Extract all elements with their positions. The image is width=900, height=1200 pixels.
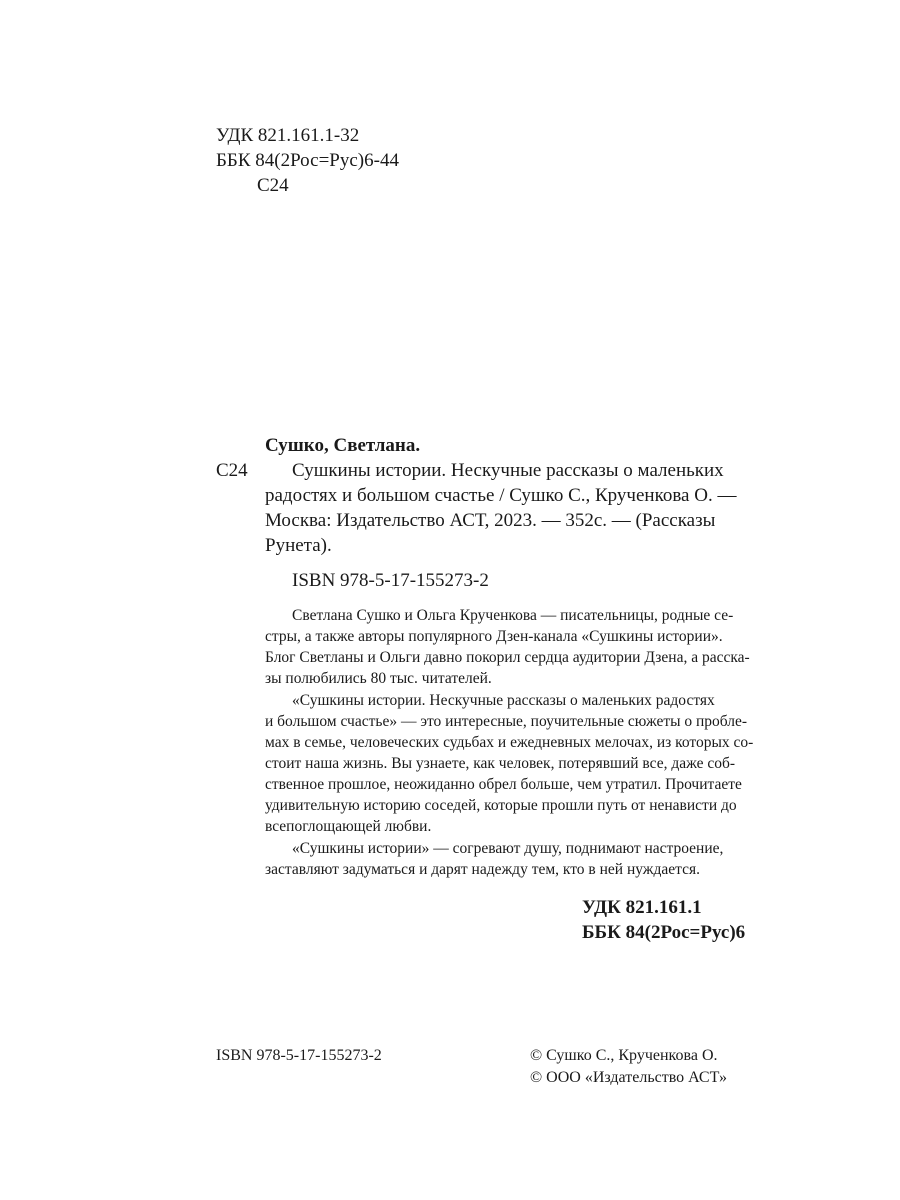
- copyright-publisher: © ООО «Издательство АСТ»: [530, 1069, 727, 1086]
- title-line-2: радостях и большом счастье / Сушко С., Крученкова О. —: [265, 485, 737, 506]
- annotation-p1-line: Светлана Сушко и Ольга Крученкова — писательницы, родные се-: [292, 607, 734, 624]
- annotation-p1-line: стры, а также авторы популярного Дзен-канала «Сушкины истории».: [265, 628, 723, 645]
- title-line-3: Москва: Издательство АСТ, 2023. — 352с. — (Рассказы: [265, 510, 716, 531]
- title-line-1: Сушкины истории. Нескучные рассказы о маленьких: [292, 460, 724, 481]
- annotation-p2-line: удивительную историю соседей, которые прошли путь от ненависти до: [265, 797, 737, 814]
- footer-isbn: ISBN 978-5-17-155273-2: [216, 1047, 382, 1064]
- bottom-udk-code: УДК 821.161.1: [582, 897, 702, 918]
- title-line-4: Рунета).: [265, 535, 332, 556]
- annotation-p2-line: стоит наша жизнь. Вы узнаете, как человек, потерявший все, даже соб-: [265, 755, 736, 772]
- annotation-p1-line: Блог Светланы и Ольги давно покорил сердца аудитории Дзена, а расска-: [265, 649, 750, 666]
- entry-isbn: ISBN 978-5-17-155273-2: [292, 570, 489, 591]
- udk-code: УДК 821.161.1-32: [216, 125, 360, 146]
- author-heading: Сушко, Светлана.: [265, 435, 421, 456]
- annotation-p1-line: зы полюбились 80 тыс. читателей.: [265, 670, 492, 687]
- entry-author-mark: С24: [216, 460, 248, 481]
- annotation-p2-line: и большом счастье» — это интересные, поучительные сюжеты о пробле-: [265, 713, 748, 730]
- annotation-p2-line: «Сушкины истории. Нескучные рассказы о маленьких радостях: [292, 692, 715, 709]
- bottom-bbk-code: ББК 84(2Рос=Рус)6: [582, 922, 746, 943]
- bbk-code: ББК 84(2Рос=Рус)6-44: [216, 150, 399, 171]
- annotation-p2-line: мах в семье, человеческих судьбах и ежедневных мелочах, из которых со-: [265, 734, 754, 751]
- author-mark: С24: [257, 175, 289, 196]
- annotation-p2-line: всепоглощающей любви.: [265, 818, 432, 835]
- copyright-authors: © Сушко С., Крученкова О.: [530, 1047, 718, 1064]
- annotation-p3-line: «Сушкины истории» — согревают душу, поднимают настроение,: [292, 840, 724, 857]
- annotation-p2-line: ственное прошлое, неожиданно обрел больше, чем утратил. Прочитаете: [265, 776, 742, 793]
- annotation-p3-line: заставляют задуматься и дарят надежду тем, кто в ней нуждается.: [265, 861, 701, 878]
